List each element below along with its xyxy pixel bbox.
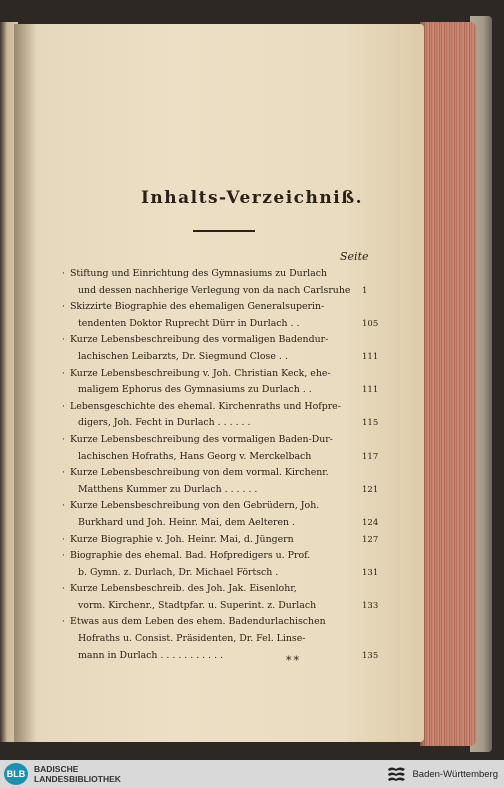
- table-of-contents: [58, 266, 378, 664]
- entry-bullet: ·: [62, 501, 65, 512]
- toc-entry-text: und dessen nachherige Verlegung von da nach Carlsruhe: [78, 284, 351, 296]
- toc-line: [58, 366, 378, 383]
- page-title: Inhalts-Verzeichniß.: [140, 188, 364, 208]
- toc-page-number: 117: [362, 451, 379, 462]
- toc-page-number: 115: [362, 418, 379, 429]
- toc-entry-text: lachischen Hofraths, Hans Georg v. Merckelbach: [78, 450, 312, 462]
- toc-entry-text: Hofraths u. Consist. Präsidenten, Dr. Fel. Linse-: [78, 633, 306, 645]
- toc-line: [58, 565, 378, 582]
- toc-entry-text: Stiftung und Einrichtung des Gymnasiums zu Durlach: [70, 268, 328, 279]
- toc-entry-text: Kurze Lebensbeschreibung v. Joh. Christian Keck, ehe-: [70, 367, 331, 379]
- state-name: Baden-Württemberg: [412, 768, 498, 780]
- toc-page-number: 124: [362, 517, 379, 528]
- toc-entry-text: maligem Ephorus des Gymnasiums zu Durlach . .: [78, 384, 312, 396]
- toc-page-number: 131: [362, 567, 379, 578]
- toc-entry-text: Matthens Kummer zu Durlach . . . . . .: [78, 483, 258, 495]
- entry-bullet: ·: [62, 401, 65, 412]
- toc-line: [58, 482, 378, 499]
- page-column-label: Seite: [340, 250, 369, 263]
- entry-bullet: ·: [62, 368, 65, 379]
- toc-line: [58, 449, 378, 466]
- toc-page-number: 111: [362, 385, 379, 396]
- entry-bullet: ·: [62, 434, 65, 445]
- toc-entry-text: vorm. Kirchenr., Stadtpfar. u. Superint. z. Durlach: [78, 599, 317, 611]
- toc-entry-text: tendenten Doktor Ruprecht Dürr in Durlach . .: [78, 317, 300, 329]
- library-name-line2: LANDESBIBLIOTHEK: [34, 774, 121, 784]
- toc-entry-text: lachischen Leibarzts, Dr. Siegmund Close . .: [78, 350, 288, 362]
- toc-page-number: 121: [362, 484, 379, 495]
- entry-bullet: ·: [62, 468, 65, 479]
- toc-line: [58, 399, 378, 416]
- toc-entry-text: b. Gymn. z. Durlach, Dr. Michael Förtsch .: [78, 566, 279, 578]
- toc-entry-text: mann in Durlach . . . . . . . . . . .: [78, 649, 224, 661]
- toc-line: [58, 581, 378, 598]
- entry-bullet: ·: [62, 335, 65, 346]
- toc-entry-text: Kurze Lebensbeschreibung des vormaligen Baden-Dur-: [70, 433, 333, 445]
- toc-entry-text: Kurze Lebensbeschreib. des Joh. Jak. Eisenlohr,: [70, 583, 297, 595]
- toc-line: [58, 548, 378, 565]
- state-logo[interactable]: [386, 765, 498, 783]
- toc-entry-text: Lebensgeschichte des ehemal. Kirchenraths und Hofpre-: [70, 400, 341, 412]
- toc-line: [58, 498, 378, 515]
- signature-mark: **: [286, 654, 301, 667]
- toc-entry-text: Skizzirte Biographie des ehemaligen Generalsuperin-: [70, 301, 325, 313]
- toc-entry-text: Kurze Lebensbeschreibung des vormaligen Badendur-: [70, 334, 329, 346]
- toc-entry-text: Etwas aus dem Leben des ehem. Badendurlachischen: [70, 616, 326, 628]
- entry-bullet: ·: [62, 302, 65, 313]
- toc-line: [58, 532, 378, 549]
- entry-bullet: ·: [62, 551, 65, 562]
- toc-line: [58, 349, 378, 366]
- toc-line: [58, 465, 378, 482]
- toc-line: [58, 614, 378, 631]
- blb-logo-icon[interactable]: BLB: [4, 763, 28, 785]
- lions-coat-of-arms-icon: [386, 765, 408, 783]
- toc-entry-text: Kurze Lebensbeschreibung von den Gebrüdern, Joh.: [70, 500, 320, 512]
- toc-line: [58, 382, 378, 399]
- toc-line: [58, 283, 378, 300]
- toc-line: [58, 316, 378, 333]
- toc-page-number: 135: [362, 650, 379, 661]
- toc-page-number: 105: [362, 318, 379, 329]
- toc-entry-text: Kurze Biographie v. Joh. Heinr. Mai, d. Jüngern: [70, 533, 294, 545]
- toc-entry-text: Burkhard und Joh. Heinr. Mai, dem Aelteren .: [78, 516, 296, 528]
- toc-line: [58, 515, 378, 532]
- toc-page-number: 111: [362, 351, 379, 362]
- toc-line: [58, 266, 378, 283]
- toc-line: [58, 299, 378, 316]
- toc-line: [58, 598, 378, 615]
- toc-page-number: 1: [362, 285, 368, 296]
- title-rule: [193, 230, 255, 232]
- library-name[interactable]: [34, 764, 121, 784]
- entry-bullet: ·: [62, 584, 65, 595]
- page-block-edge: [420, 22, 476, 746]
- toc-entry-text: digers, Joh. Fecht in Durlach . . . . . .: [78, 417, 251, 429]
- footer-bar: [0, 760, 504, 788]
- toc-line: [58, 332, 378, 349]
- entry-bullet: ·: [62, 534, 65, 545]
- library-name-line1: BADISCHE: [34, 764, 79, 774]
- toc-line: [58, 631, 378, 648]
- toc-entry-text: Biographie des ehemal. Bad. Hofpredigers u. Prof.: [70, 550, 311, 562]
- toc-page-number: 127: [362, 534, 379, 545]
- toc-line: [58, 415, 378, 432]
- toc-entry-text: Kurze Lebensbeschreibung von dem vormal. Kirchenr.: [70, 467, 329, 479]
- entry-bullet: ·: [62, 617, 65, 628]
- toc-line: [58, 432, 378, 449]
- toc-line: [58, 648, 378, 665]
- entry-bullet: ·: [62, 269, 65, 279]
- toc-page-number: 133: [362, 600, 379, 611]
- spine-shadow: [14, 24, 36, 742]
